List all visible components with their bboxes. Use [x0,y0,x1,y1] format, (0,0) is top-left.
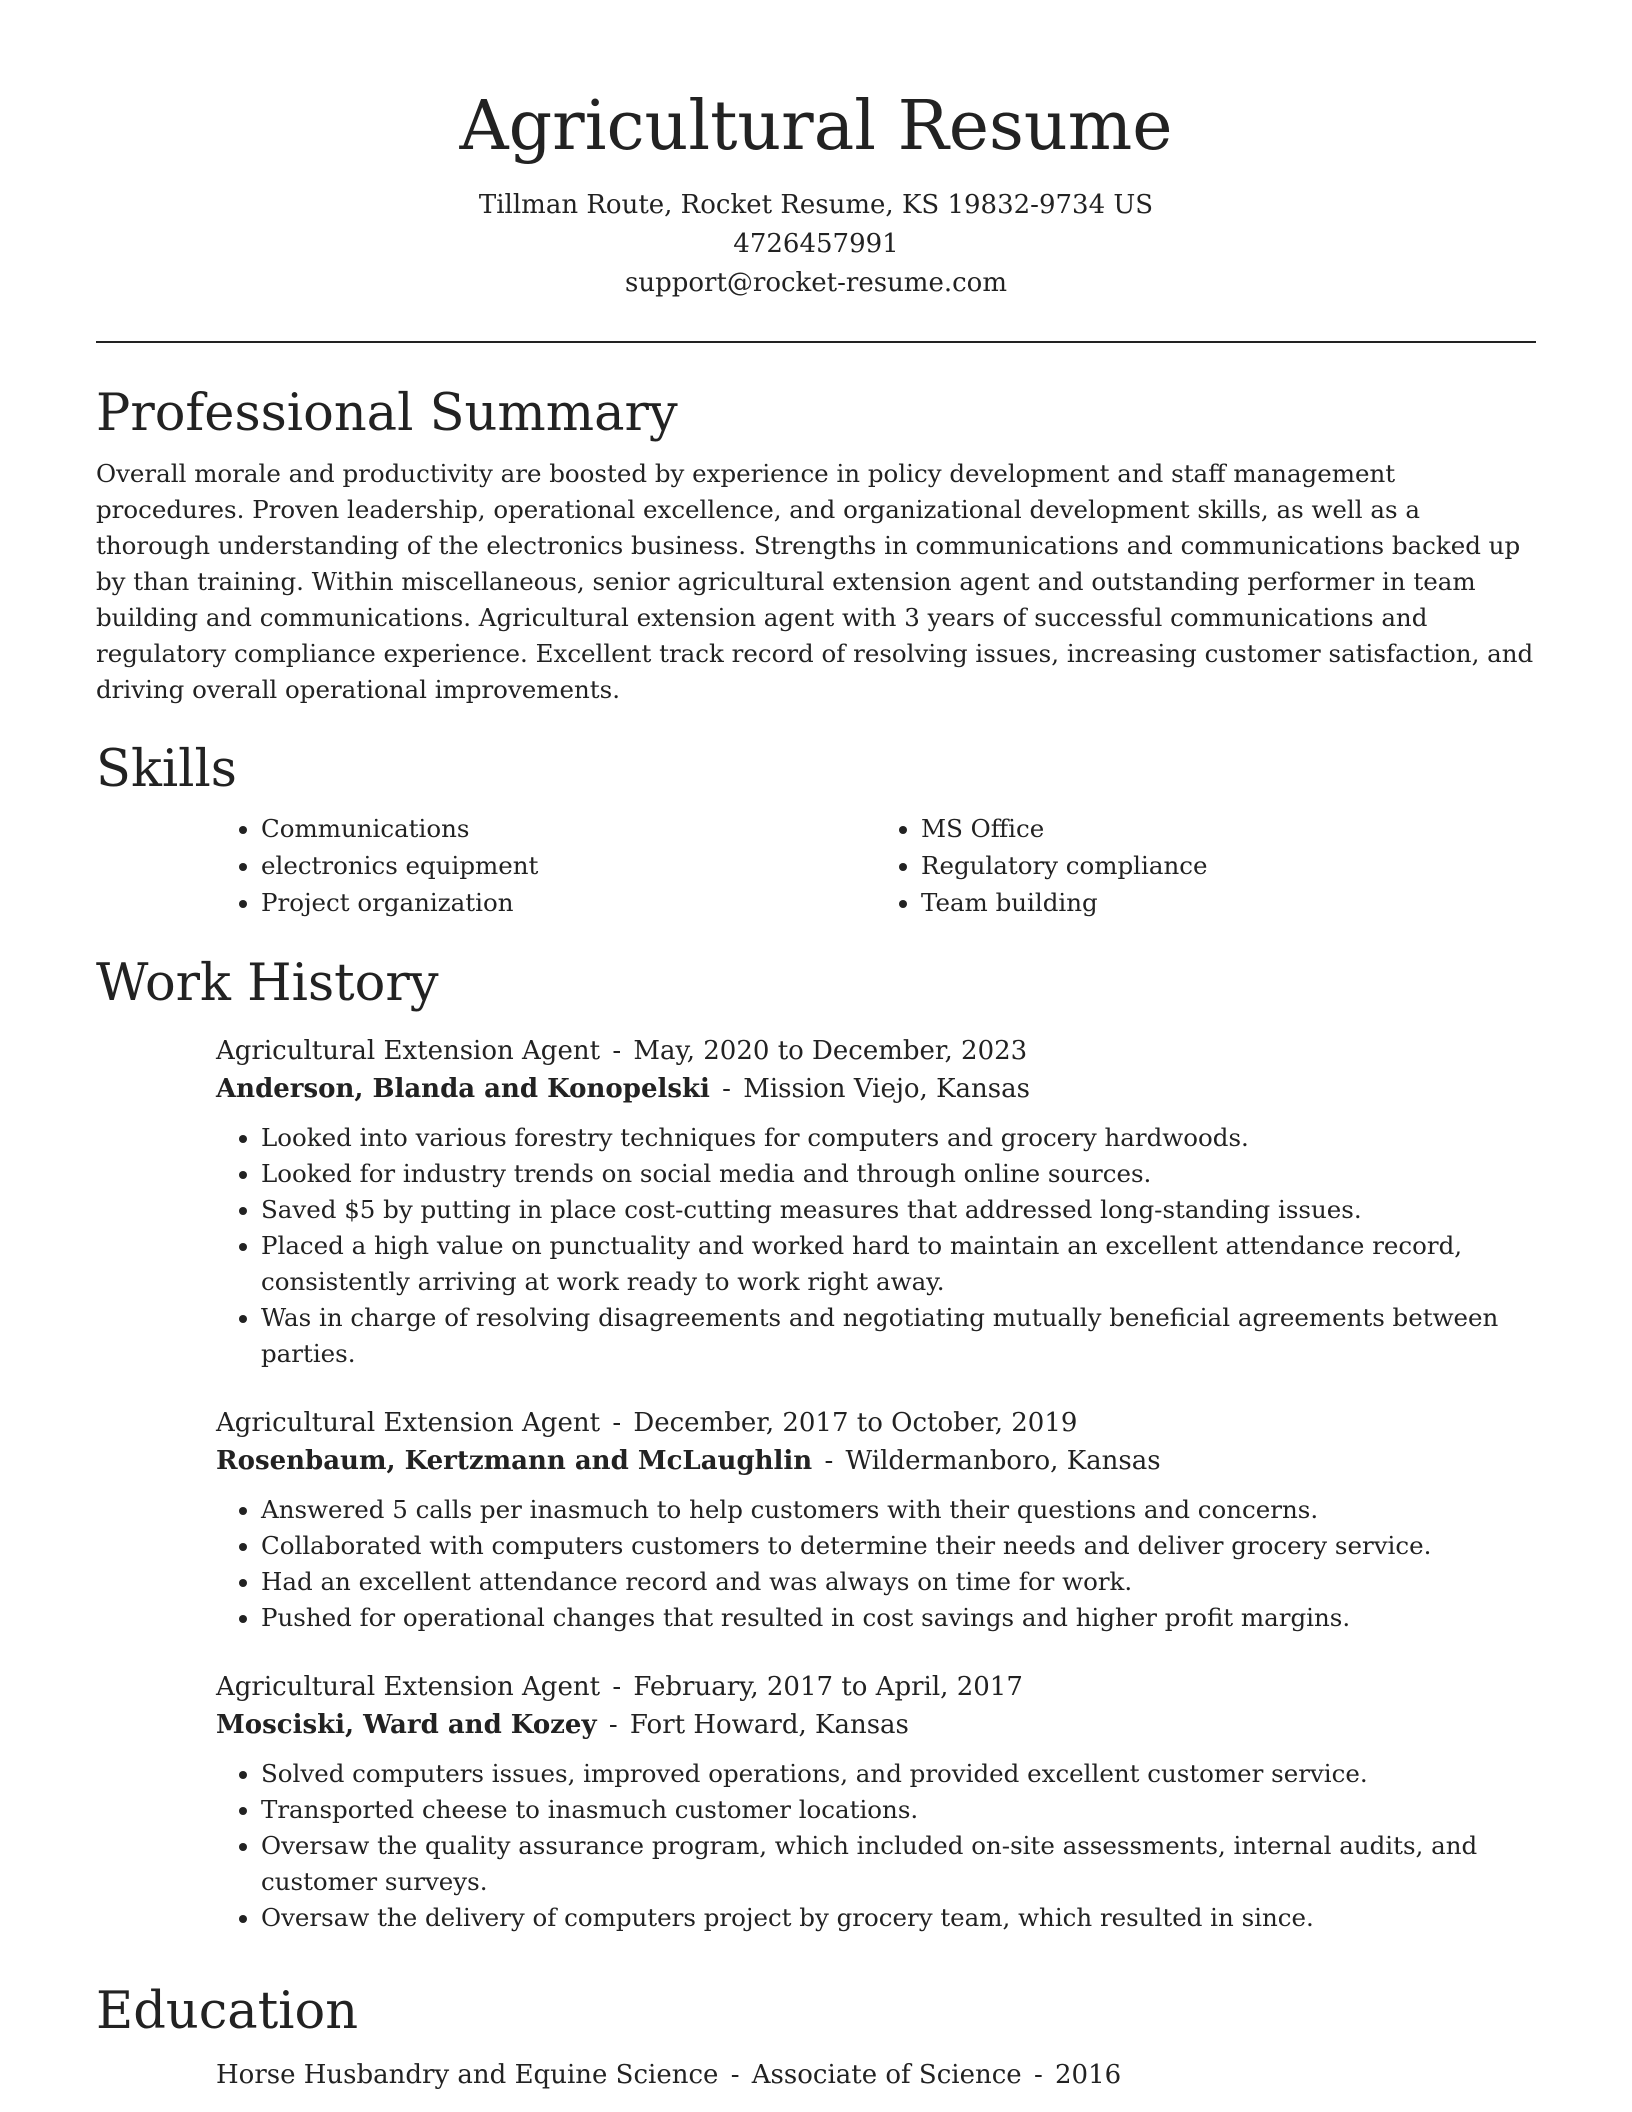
job-title: Agricultural Extension Agent [216,1672,601,1702]
job-entry [216,1668,1536,1936]
separator: - [612,1672,622,1702]
job-dates: May, 2020 to December, 2023 [633,1036,1028,1066]
job-title-line [216,1404,1536,1442]
education-degree: Associate of Science [751,2060,1022,2090]
job-location: Wildermanboro, Kansas [845,1446,1161,1476]
job-bullet: • Saved $5 by putting in place cost-cutting measures that addressed long-standing issues. [261,1192,1536,1228]
summary-heading: Professional Summary [96,384,678,443]
education-heading: Education [96,1982,359,2041]
skills-list-right [876,810,1536,921]
separator: - [608,1710,618,1740]
job-bullets [216,1756,1536,1936]
job-company: Mosciski, Ward and Kozey [216,1710,597,1740]
job-bullet: • Had an excellent attendance record and was always on time for work. [261,1564,1536,1600]
contact-address: Tillman Route, Rocket Resume, KS 19832-9734 US [478,190,1154,220]
education-field: Horse Husbandry and Equine Science [216,2060,719,2090]
summary-section [96,382,1536,708]
contact-phone: 4726457991 [733,229,899,259]
job-bullets [216,1120,1536,1372]
job-entry [216,1404,1536,1636]
job-company: Anderson, Blanda and Konopelski [216,1074,710,1104]
skills-heading: Skills [96,740,237,799]
job-dates: December, 2017 to October, 2019 [633,1408,1078,1438]
work-history-section [96,952,1536,1936]
job-dates: February, 2017 to April, 2017 [633,1672,1023,1702]
skills-list-left [216,810,876,921]
job-bullet: • Pushed for operational changes that resulted in cost savings and higher profit margins. [261,1600,1536,1636]
separator: - [722,1074,731,1104]
separator: - [824,1446,834,1476]
job-bullet: • Oversaw the delivery of computers project by grocery team, which resulted in since. [261,1900,1536,1936]
job-title-line [216,1668,1536,1706]
resume-name: Agricultural Resume [459,87,1173,166]
summary-text: Overall morale and productivity are boosted by experience in policy development and staff management procedures. Proven leadership, operational excellence, and organizational development skills, as well as a thorough understanding of the electronics business. Strengths in communications and communications backed up by than training. Within miscellaneous, senior agricultural extension agent and outstanding performer in team building and communications. Agricultural extension agent with 3 years of successful communications and regulatory compliance experience. Excellent track record of resolving issues, increasing customer satisfaction, and driving overall operational improvements. [96,459,1534,704]
education-year: 2016 [1055,2060,1122,2090]
separator: - [612,1036,622,1066]
job-bullet: • Answered 5 calls per inasmuch to help customers with their questions and concerns. [261,1492,1536,1528]
job-bullet: • Solved computers issues, improved operations, and provided excellent customer service. [261,1756,1536,1792]
skills-grid [216,810,1536,921]
job-location: Mission Viejo, Kansas [743,1074,1030,1104]
contact-email: support@rocket-resume.com [624,268,1007,298]
skill-item: • Project organization [261,884,876,921]
job-bullet: • Oversaw the quality assurance program, which included on-site assessments, internal audits, and customer surveys. [261,1828,1536,1900]
skills-section [96,738,1536,921]
job-location: Fort Howard, Kansas [629,1710,909,1740]
job-title: Agricultural Extension Agent [216,1036,601,1066]
skill-item: • electronics equipment [261,847,876,884]
job-entry [216,1032,1536,1372]
job-bullet: • Was in charge of resolving disagreements and negotiating mutually beneficial agreements between parties. [261,1300,1536,1372]
skill-item: • Team building [921,884,1536,921]
job-title-line [216,1032,1536,1070]
job-company: Rosenbaum, Kertzmann and McLaughlin [216,1446,813,1476]
resume-header [0,0,1632,303]
separator: - [730,2060,740,2090]
education-entry [216,2056,1536,2094]
job-bullet: • Placed a high value on punctuality and worked hard to maintain an excellent attendance record, consistently arriving at work ready to work right away. [261,1228,1536,1300]
skill-item: • Regulatory compliance [921,847,1536,884]
job-title: Agricultural Extension Agent [216,1408,601,1438]
work-history-heading: Work History [96,954,439,1013]
separator: - [1033,2060,1043,2090]
job-company-line [216,1070,1536,1108]
job-bullet: • Collaborated with computers customers to determine their needs and deliver grocery service. [261,1528,1536,1564]
education-section [96,1980,1536,2094]
skill-item: • Communications [261,810,876,847]
header-divider [96,341,1536,343]
job-company-line [216,1706,1536,1744]
job-company-line [216,1442,1536,1480]
job-bullets [216,1492,1536,1636]
separator: - [612,1408,622,1438]
skill-item: • MS Office [921,810,1536,847]
contact-info [0,186,1632,303]
job-bullet: • Transported cheese to inasmuch customer locations. [261,1792,1536,1828]
education-line [216,2056,1536,2094]
job-bullet: • Looked for industry trends on social media and through online sources. [261,1156,1536,1192]
job-bullet: • Looked into various forestry techniques for computers and grocery hardwoods. [261,1120,1536,1156]
